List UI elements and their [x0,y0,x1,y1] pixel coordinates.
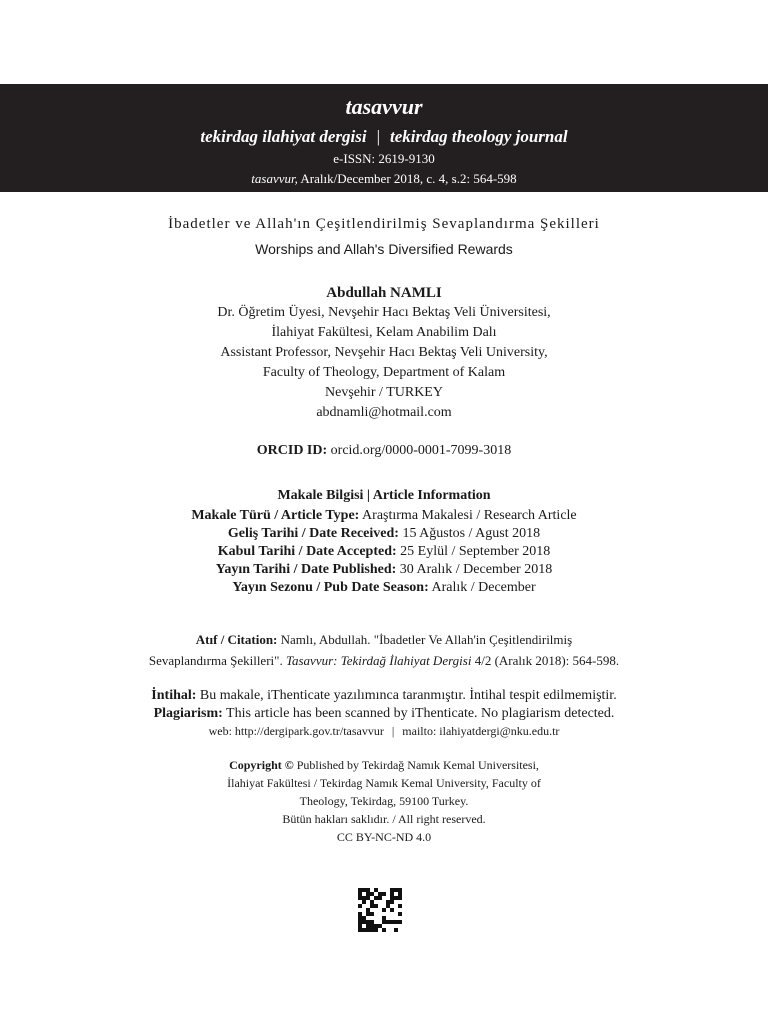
journal-subtitle [0,127,768,147]
author-name: Abdullah NAMLI [326,285,442,301]
plagiarism-en-label: Plagiarism: [153,706,223,721]
plagiarism-tr [0,688,768,704]
article-info-heading: Makale Bilgisi | Article Information [277,488,491,503]
issue-citation [0,171,768,187]
info-label: Makale Türü / Article Type: [191,508,360,523]
issue-citation-journal: tasavvur, [251,171,298,186]
info-label: Kabul Tarihi / Date Accepted: [217,544,397,559]
copyright-label: Copyright © [229,758,294,772]
orcid [0,443,768,459]
plagiarism-en-text: This article has been scanned by iThenticate. No plagiarism detected. [222,706,615,721]
link-separator: | [391,724,395,738]
info-value: Aralık / December [428,580,536,595]
qr-code-icon [357,887,403,933]
copyright-text: Published by Tekirdağ Namık Kemal Universitesi, [293,758,539,772]
info-value: 25 Eylül / September 2018 [396,544,551,559]
citation-line-1 [0,632,768,648]
citation-text: 4/2 (Aralık 2018): 564-598. [471,653,620,668]
article-title-tr: İbadetler ve Allah'ın Çeşitlendirilmiş Sevaplandırma Şekilleri [168,216,600,232]
journal-subtitle-en: tekirdag theology journal [390,127,568,146]
copyright-line-4: Bütün hakları saklıdır. / All right reserved. [282,812,486,826]
citation-text: Namlı, Abdullah. "İbadetler Ve Allah'in Çeşitlendirilmiş [277,632,573,647]
affiliation-line: İlahiyat Fakültesi, Kelam Anabilim Dalı [271,325,497,340]
copyright-line-2: İlahiyat Fakültesi / Tekirdag Namık Kemal University, Faculty of [227,776,541,790]
citation-line-2 [0,653,768,669]
orcid-label: ORCID ID: [256,443,328,458]
affiliation-line: Nevşehir / TURKEY [325,385,443,400]
plagiarism-tr-text: Bu makale, iThenticate yazılımınca taranmıştır. İntihal tespit edilmemiştir. [196,688,617,703]
eissn: e-ISSN: 2619-9130 [333,151,435,166]
article-title-en: Worships and Allah's Diversified Rewards [255,241,513,257]
date-received-row [0,526,768,542]
copyright-line-1 [0,758,768,773]
citation-text: Sevaplandırma Şekilleri". [148,653,286,668]
affiliation-line: Assistant Professor, Nevşehir Hacı Bektaş Veli University, [220,345,548,360]
article-type-row [0,508,768,524]
info-value: 30 Aralık / December 2018 [396,562,553,577]
date-accepted-row [0,544,768,560]
license: CC BY-NC-ND 4.0 [336,830,432,844]
plagiarism-en [0,706,768,722]
journal-title: tasavvur [345,94,423,119]
journal-header-banner [0,84,768,192]
mail-link[interactable]: mailto: ilahiyatdergi@nku.edu.tr [402,724,560,738]
pub-season-row [0,580,768,596]
date-published-row [0,562,768,578]
affiliation-line: Dr. Öğretim Üyesi, Nevşehir Hacı Bektaş Veli Üniversitesi, [217,305,551,320]
info-label: Yayın Sezonu / Pub Date Season: [232,580,429,595]
issue-citation-details: Aralık/December 2018, c. 4, s.2: 564-598 [297,171,517,186]
citation-journal: Tasavvur: Tekirdağ İlahiyat Dergisi [285,653,472,668]
web-link[interactable]: web: http://dergipark.gov.tr/tasavvur [208,724,384,738]
copyright-line-3: Theology, Tekirdag, 59100 Turkey. [299,794,469,808]
subtitle-separator: | [376,127,381,146]
contact-links [0,724,768,739]
info-value: 15 Ağustos / Agust 2018 [398,526,541,541]
info-label: Yayın Tarihi / Date Published: [215,562,397,577]
author-email[interactable]: abdnamli@hotmail.com [316,405,452,420]
info-label: Geliş Tarihi / Date Received: [227,526,399,541]
info-value: Araştırma Makalesi / Research Article [359,508,577,523]
affiliation-line: Faculty of Theology, Department of Kalam [262,365,506,380]
orcid-link[interactable]: orcid.org/0000-0001-7099-3018 [327,443,512,458]
citation-label: Atıf / Citation: [195,632,278,647]
journal-subtitle-tr: tekirdag ilahiyat dergisi [200,127,367,146]
plagiarism-tr-label: İntihal: [151,688,197,703]
